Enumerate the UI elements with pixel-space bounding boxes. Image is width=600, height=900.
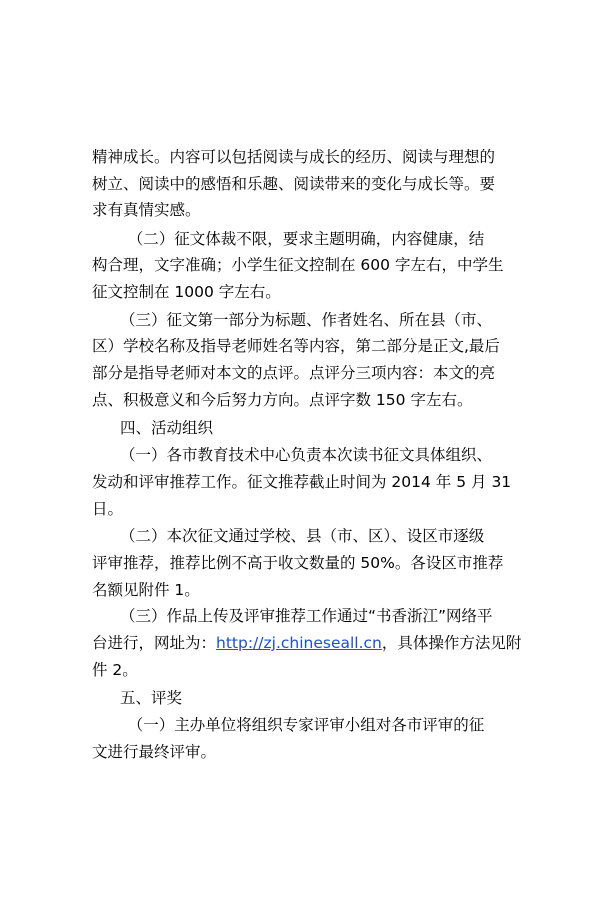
body-text-line: 区）学校名称及指导老师姓名等内容，第二部分是正文,最后 (92, 337, 500, 355)
body-text-line: 发动和评审推荐工作。征文推荐截止时间为 2014 年 5 月 31 (92, 473, 512, 491)
body-text-line: 名额见附件 1。 (92, 581, 200, 599)
website-link[interactable]: http://zj.chineseall.cn (216, 634, 382, 652)
section-heading: 五、评奖 (120, 689, 183, 707)
body-text-line: 文进行最终评审。 (92, 743, 217, 761)
paragraph-line: （二）本次征文通过学校、县（市、区）、设区市逐级 (120, 527, 485, 545)
body-text-line: 部分是指导老师对本文的点评。点评分三项内容：本文的亮 (92, 364, 496, 382)
paragraph-line: （三）征文第一部分为标题、作者姓名、所在县（市、 (120, 311, 493, 329)
body-text-line: 件 2。 (92, 661, 138, 679)
body-text-line: 树立、阅读中的感悟和乐趣、阅读带来的变化与成长等。要 (92, 175, 496, 193)
body-text-line: 构合理，文字准确；小学生征文控制在 600 字左右，中学生 (92, 256, 504, 274)
body-text-segment: 台进行，网址为： (92, 634, 217, 652)
body-text-line: 征文控制在 1000 字左右。 (92, 283, 281, 301)
paragraph-line: （二）征文体裁不限，要求主题明确，内容健康，结 (120, 230, 485, 248)
body-text-line-with-link (92, 633, 521, 653)
section-heading: 四、活动组织 (120, 419, 214, 437)
body-text-line: 点、积极意义和今后努力方向。点评字数 150 字左右。 (92, 391, 473, 409)
body-text-line: 精神成长。内容可以包括阅读与成长的经历、阅读与理想的 (92, 148, 496, 166)
body-text-line: 日。 (92, 500, 124, 518)
body-text-line: 求有真情实感。 (92, 201, 201, 219)
paragraph-line: （三）作品上传及评审推荐工作通过“书香浙江”网络平 (120, 607, 493, 625)
paragraph-line: （一）各市教育技术中心负责本次读书征文具体组织、 (120, 446, 493, 464)
body-text-segment: ，具体操作方法见附 (381, 634, 522, 652)
body-text-line: 评审推荐，推荐比例不高于收文数量的 50%。各设区市推荐 (92, 554, 504, 572)
paragraph-line: （一）主办单位将组织专家评审小组对各市评审的征 (120, 716, 485, 734)
